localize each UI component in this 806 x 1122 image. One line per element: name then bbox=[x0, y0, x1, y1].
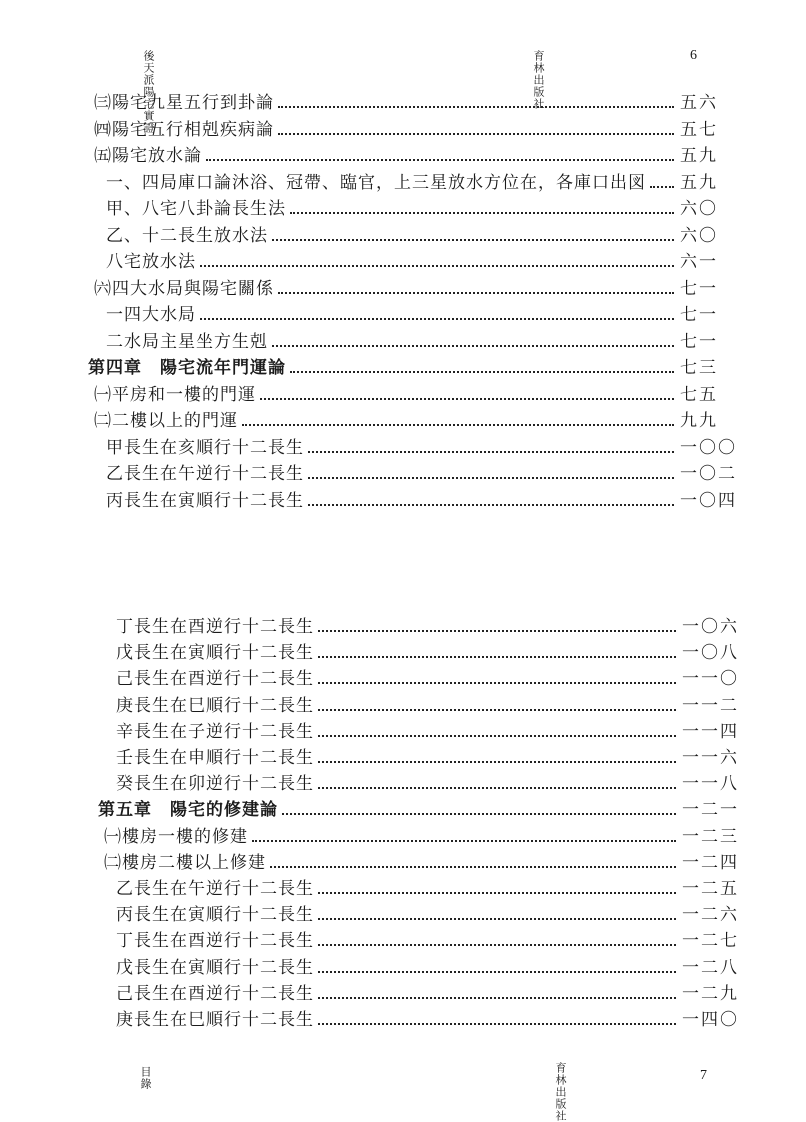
book-title: 後天派陽宅實證 bbox=[142, 50, 155, 134]
toc-leader-dots bbox=[278, 292, 674, 294]
toc-leader-dots bbox=[308, 451, 674, 453]
toc-entry-page: 一〇八 bbox=[682, 643, 739, 664]
toc-entry-page: 一一〇 bbox=[682, 669, 739, 690]
toc-leader-dots bbox=[278, 133, 674, 135]
toc-entry-page: 七三 bbox=[680, 358, 718, 378]
toc-entry-title: ㈣陽宅五行相剋疾病論 bbox=[94, 119, 274, 140]
toc-entry-title: 乙長生在午逆行十二長生 bbox=[106, 464, 304, 484]
toc-entry-page: 六一 bbox=[680, 252, 718, 272]
toc-entry-page: 六〇 bbox=[680, 199, 718, 219]
toc-entry-title: 己長生在酉逆行十二長生 bbox=[116, 983, 314, 1004]
toc-entry-title: 庚長生在巳順行十二長生 bbox=[116, 1010, 314, 1030]
toc-entry-title: 丁長生在酉逆行十二長生 bbox=[116, 617, 314, 637]
section-label: 目錄 bbox=[139, 1066, 152, 1090]
toc-entry-title: ㈡樓房二樓以上修建 bbox=[104, 852, 266, 873]
toc-entry-title: 戊長生在寅順行十二長生 bbox=[116, 957, 314, 978]
toc-leader-dots bbox=[318, 892, 676, 894]
toc-leader-dots bbox=[308, 477, 674, 479]
toc-leader-dots bbox=[318, 1023, 676, 1025]
toc-entry-title: 甲長生在亥順行十二長生 bbox=[106, 437, 304, 458]
toc-entry-page: 一四〇 bbox=[682, 1010, 739, 1030]
toc-entry-page: 一二一 bbox=[682, 800, 739, 821]
toc-leader-dots bbox=[278, 106, 674, 108]
toc-entry-title: 八宅放水法 bbox=[106, 252, 196, 272]
toc-leader-dots bbox=[318, 735, 676, 737]
toc-entry-title: 二水局主星坐方生剋 bbox=[106, 331, 268, 352]
toc-leader-dots bbox=[650, 186, 674, 188]
chapter-title: 第五章 陽宅的修建論 bbox=[98, 800, 278, 821]
toc-leader-dots bbox=[260, 398, 674, 400]
toc-entry-title: ㈠平房和一樓的門運 bbox=[94, 384, 256, 405]
toc-entry-title: 乙、十二長生放水法 bbox=[106, 225, 268, 246]
toc-entry-page: 一二四 bbox=[682, 852, 739, 873]
toc-entry-page: 七一 bbox=[680, 305, 718, 325]
toc-entry-page: 六〇 bbox=[680, 225, 718, 246]
toc-entry-title: 丙長生在寅順行十二長生 bbox=[116, 905, 314, 926]
toc-leader-dots bbox=[252, 840, 676, 842]
toc-leader-dots bbox=[206, 159, 674, 161]
toc-entry-page: 一〇四 bbox=[680, 490, 737, 511]
toc-entry-page: 五七 bbox=[680, 119, 718, 140]
toc-entry-title: 丁長生在酉逆行十二長生 bbox=[116, 931, 314, 952]
toc-entry-title: 丙長生在寅順行十二長生 bbox=[106, 490, 304, 511]
toc-leader-dots bbox=[290, 371, 674, 373]
toc-leader-dots bbox=[318, 761, 676, 763]
toc-entry-page: 一二三 bbox=[682, 826, 739, 847]
toc-leader-dots bbox=[290, 212, 674, 214]
toc-leader-dots bbox=[318, 918, 676, 920]
toc-entry-title: 庚長生在巳順行十二長生 bbox=[116, 695, 314, 716]
toc-leader-dots bbox=[318, 944, 676, 946]
toc-leader-dots bbox=[272, 239, 674, 241]
toc-entry-title: 乙長生在午逆行十二長生 bbox=[116, 879, 314, 899]
toc-entry-page: 七一 bbox=[680, 331, 718, 352]
toc-leader-dots bbox=[270, 866, 676, 868]
toc-entry-title: ㈠樓房一樓的修建 bbox=[104, 826, 248, 847]
toc-entry-page: 一一二 bbox=[682, 695, 739, 716]
toc-entry-page: 一二八 bbox=[682, 957, 739, 978]
toc-leader-dots bbox=[272, 345, 674, 347]
toc-entry-page: 一〇六 bbox=[682, 617, 739, 637]
toc-entry-title: 甲、八宅八卦論長生法 bbox=[106, 199, 286, 219]
toc-entry-title: 壬長生在申順行十二長生 bbox=[116, 748, 314, 768]
toc-entry-title: 一四大水局 bbox=[106, 305, 196, 325]
toc-leader-dots bbox=[318, 997, 676, 999]
toc-entry-page: 一二六 bbox=[682, 905, 739, 926]
toc-entry-page: 一二七 bbox=[682, 931, 739, 952]
toc-entry-page: 一〇二 bbox=[680, 464, 737, 484]
toc-leader-dots bbox=[318, 682, 676, 684]
toc-leader-dots bbox=[318, 656, 676, 658]
toc-leader-dots bbox=[200, 265, 674, 267]
publisher-bottom: 育林出版社 bbox=[554, 1062, 567, 1122]
toc-entry-page: 五九 bbox=[680, 172, 718, 193]
toc-entry-title: 己長生在酉逆行十二長生 bbox=[116, 669, 314, 690]
toc-entry-title: ㈡二樓以上的門運 bbox=[94, 411, 238, 431]
page-number-top: 6 bbox=[690, 48, 697, 63]
toc-entry-title: 戊長生在寅順行十二長生 bbox=[116, 643, 314, 664]
publisher-top: 育林出版社 bbox=[532, 50, 545, 110]
chapter-title: 第四章 陽宅流年門運論 bbox=[88, 358, 286, 378]
toc-entry-page: 七一 bbox=[680, 278, 718, 299]
toc-entry-page: 七五 bbox=[680, 384, 718, 405]
toc-entry-page: 一〇〇 bbox=[680, 437, 737, 458]
toc-leader-dots bbox=[318, 709, 676, 711]
toc-entry-title: ㈤陽宅放水論 bbox=[94, 146, 202, 166]
toc-entry-page: 一二五 bbox=[682, 879, 739, 899]
toc-leader-dots bbox=[242, 424, 674, 426]
toc-leader-dots bbox=[200, 318, 674, 320]
toc-entry-title: ㈢陽宅九星五行到卦論 bbox=[94, 93, 274, 113]
toc-entry-page: 一一六 bbox=[682, 748, 739, 768]
toc-entry-title: ㈥四大水局與陽宅關係 bbox=[94, 278, 274, 299]
toc-leader-dots bbox=[318, 787, 676, 789]
toc-entry-title: 癸長生在卯逆行十二長生 bbox=[116, 774, 314, 795]
toc-leader-dots bbox=[318, 630, 676, 632]
toc-entry-page: 五九 bbox=[680, 146, 718, 166]
toc-entry-page: 五六 bbox=[680, 93, 718, 113]
toc-leader-dots bbox=[282, 813, 676, 815]
page-number-bottom: 7 bbox=[700, 1068, 707, 1083]
toc-entry-page: 一一四 bbox=[682, 721, 739, 742]
toc-entry-title: 辛長生在子逆行十二長生 bbox=[116, 721, 314, 742]
toc-entry-page: 一二九 bbox=[682, 983, 739, 1004]
toc-leader-dots bbox=[318, 971, 676, 973]
toc-entry-page: 一一八 bbox=[682, 774, 739, 795]
toc-entry-title: 一、四局庫口論沐浴、冠帶、臨官，上三星放水方位在，各庫口出図 bbox=[106, 172, 646, 193]
toc-leader-dots bbox=[308, 504, 674, 506]
toc-entry-page: 九九 bbox=[680, 411, 718, 431]
